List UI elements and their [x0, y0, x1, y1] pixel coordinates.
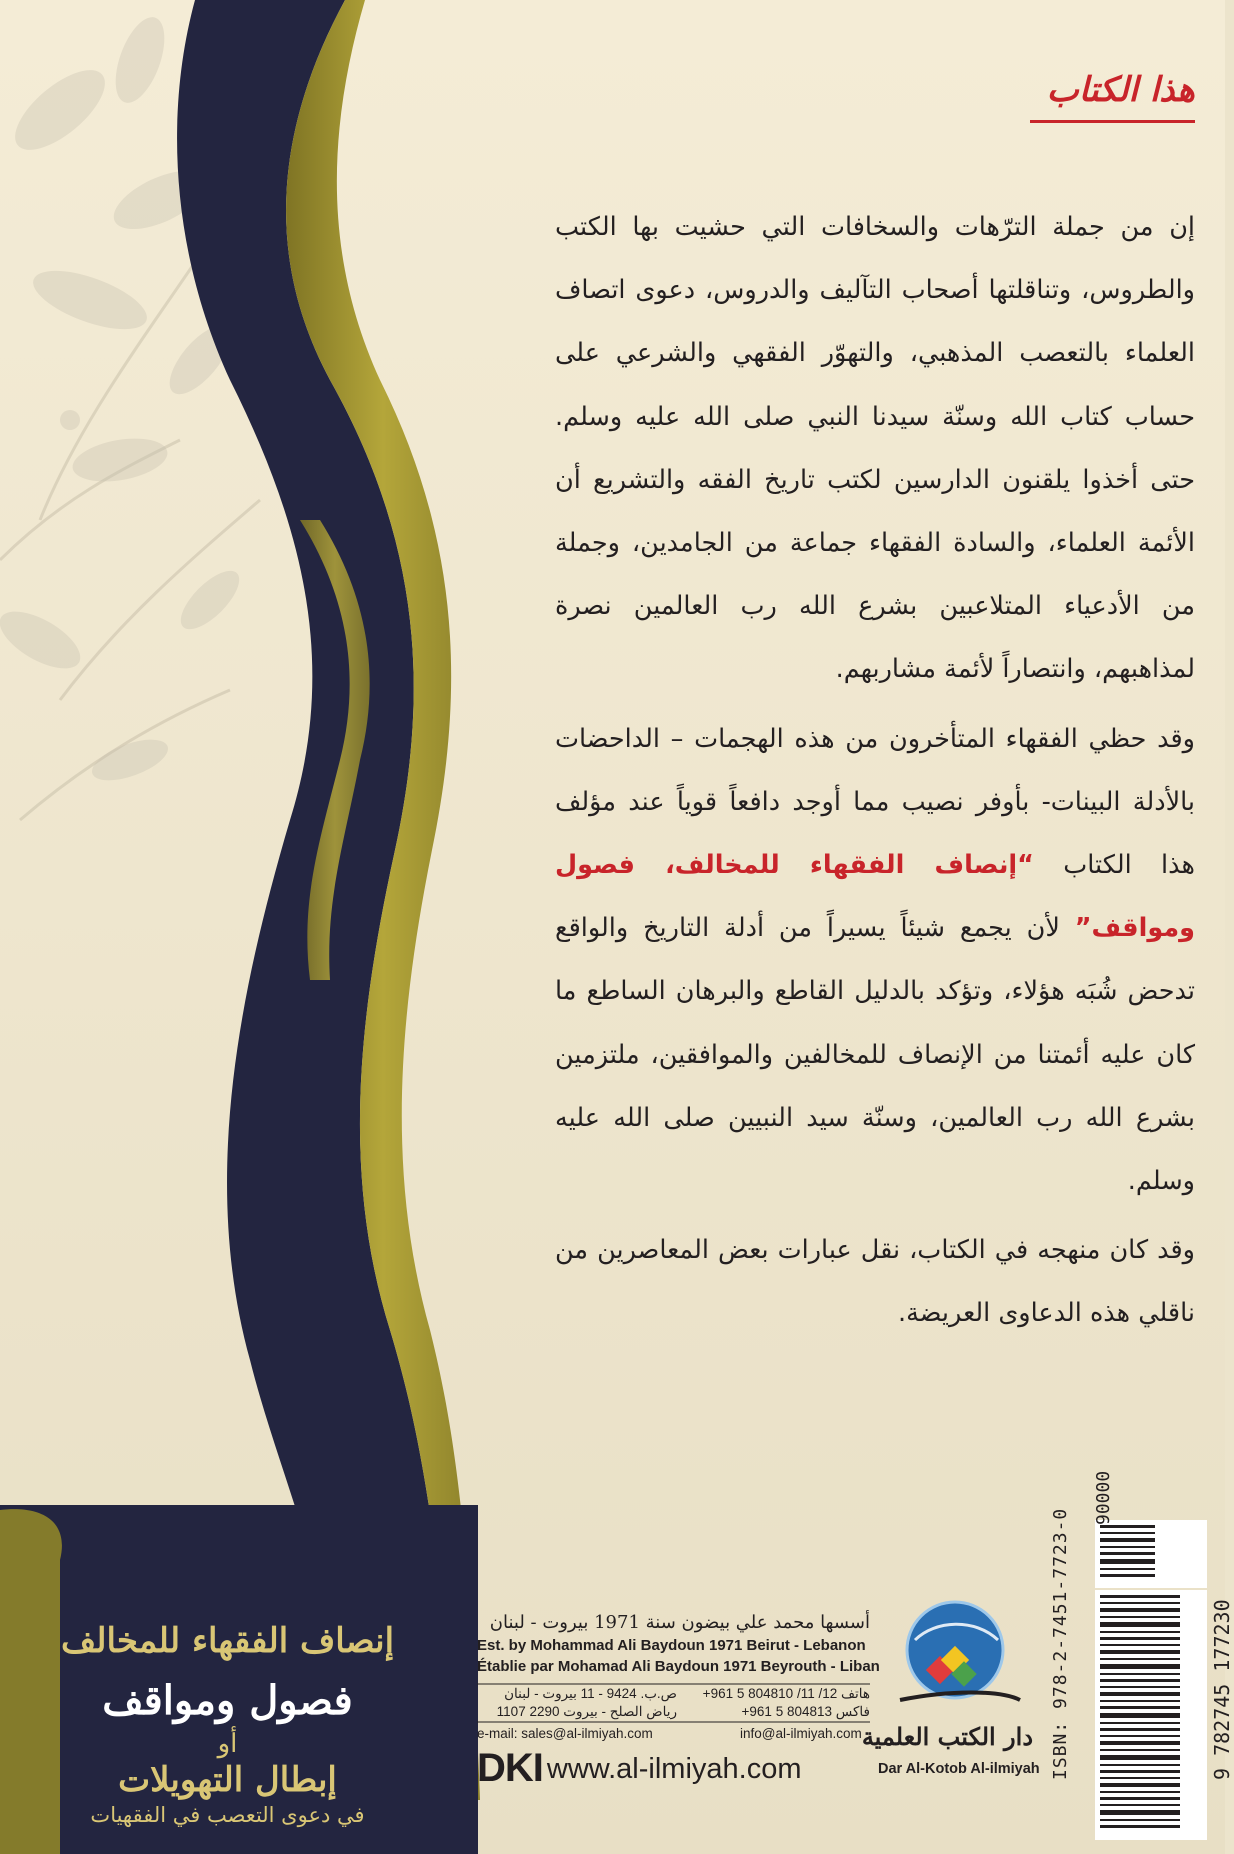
publisher-founded-ar: أسسها محمد علي بيضون سنة 1971 بيروت - لبنان	[489, 1612, 870, 1633]
website-link[interactable]: www.al-ilmiyah.com	[546, 1753, 802, 1785]
publisher-name-en: Dar Al-Kotob Al-ilmiyah	[878, 1761, 1040, 1777]
blurb-p2-end: لأن يجمع شيئاً يسيراً من أدلة التاريخ والواقع تدحض شُبَه هؤلاء، وتؤكد بالدليل القاطع والبرهان الساطع ما كان عليه أئمتنا من الإنصاف للمخالفين والموافقين، ملتزمين بشرع الله رب العالمين، وسنّة سيد النبيين صلى الله عليه وسلم.	[555, 913, 1195, 1197]
publisher-pobox: ص.ب. 9424 - 11 بيروت - لبنان	[504, 1686, 677, 1701]
email-info[interactable]: info@al-ilmiyah.com	[740, 1726, 862, 1741]
publisher-fax: فاكس 804813 5 961+	[741, 1704, 870, 1719]
publisher-est-en: Est. by Mohammad Ali Baydoun 1971 Beirut - Lebanon	[477, 1637, 866, 1654]
alt-title: إبطال التهويلات	[118, 1760, 337, 1800]
book-title-highlight: “إنصاف الفقهاء للمخالف، فصول ومواقف”	[555, 850, 1195, 944]
blurb-p2-start: وقد حظي الفقهاء المتأخرون من هذه الهجمات – الداحضات بالأدلة البينات- بأوفر نصيب مما أوجد دافعاً قوياً عند مؤلف هذا الكتاب	[555, 723, 1195, 881]
blurb-paragraph-1: إن من جملة الترّهات والسخافات التي حشيت بها الكتب والطروس، وتناقلتها أصحاب التآليف والدروس، دعوى اتصاف العلماء بالتعصب المذهبي، والتهوّر الفقهي والشرعي على حساب كتاب الله وسنّة سيدنا النبي صلى الله عليه وسلم. حتى أخذوا يلقنون الدارسين لكتب تاريخ الفقه والتشريع أن الأئمة العلماء، والسادة الفقهاء جماعة من الجامدين، وجملة من الأدعياء المتلاعبين بشرع الله رب العالمين نصرة لمذاهبهم، وانتصاراً لأئمة مشاربهم.	[555, 212, 1195, 685]
section-heading: هذا الكتاب	[1046, 70, 1195, 110]
publisher-est-fr: Établie par Mohamad Ali Baydoun 1971 Beyrouth - Liban	[477, 1658, 880, 1675]
book-title: إنصاف الفقهاء للمخالف	[60, 1621, 395, 1661]
publisher-riad: رياض الصلح - بيروت 2290 1107	[496, 1704, 677, 1719]
dki-logo: DKI	[477, 1746, 543, 1790]
book-subtitle: فصول ومواقف	[102, 1677, 353, 1724]
isbn-label: ISBN: 978-2-7451-7723-0	[1050, 1507, 1071, 1780]
blurb-text	[555, 196, 1195, 1346]
barcode-digits: 9 782745 177230	[1210, 1599, 1234, 1780]
alt-title-sub: في دعوى التعصب في الفقهيات	[90, 1803, 365, 1827]
email-sales[interactable]: e-mail: sales@al-ilmiyah.com	[477, 1726, 653, 1741]
heading-underline	[1030, 120, 1195, 123]
barcode-extension: 90000	[1093, 1470, 1114, 1525]
blurb-paragraph-2	[555, 708, 1195, 1214]
publisher-phone: هاتف 12/ 11/ 804810 5 961+	[702, 1686, 870, 1701]
publisher-name-ar: دار الكتب العلمية	[861, 1722, 1033, 1751]
dki-wordmark	[477, 1748, 802, 1788]
title-panel	[0, 1615, 455, 1829]
title-or: أو	[217, 1729, 238, 1759]
blurb-paragraph-3: وقد كان منهجه في الكتاب، نقل عبارات بعض المعاصرين من ناقلي هذه الدعاوى العريضة.	[555, 1235, 1195, 1329]
